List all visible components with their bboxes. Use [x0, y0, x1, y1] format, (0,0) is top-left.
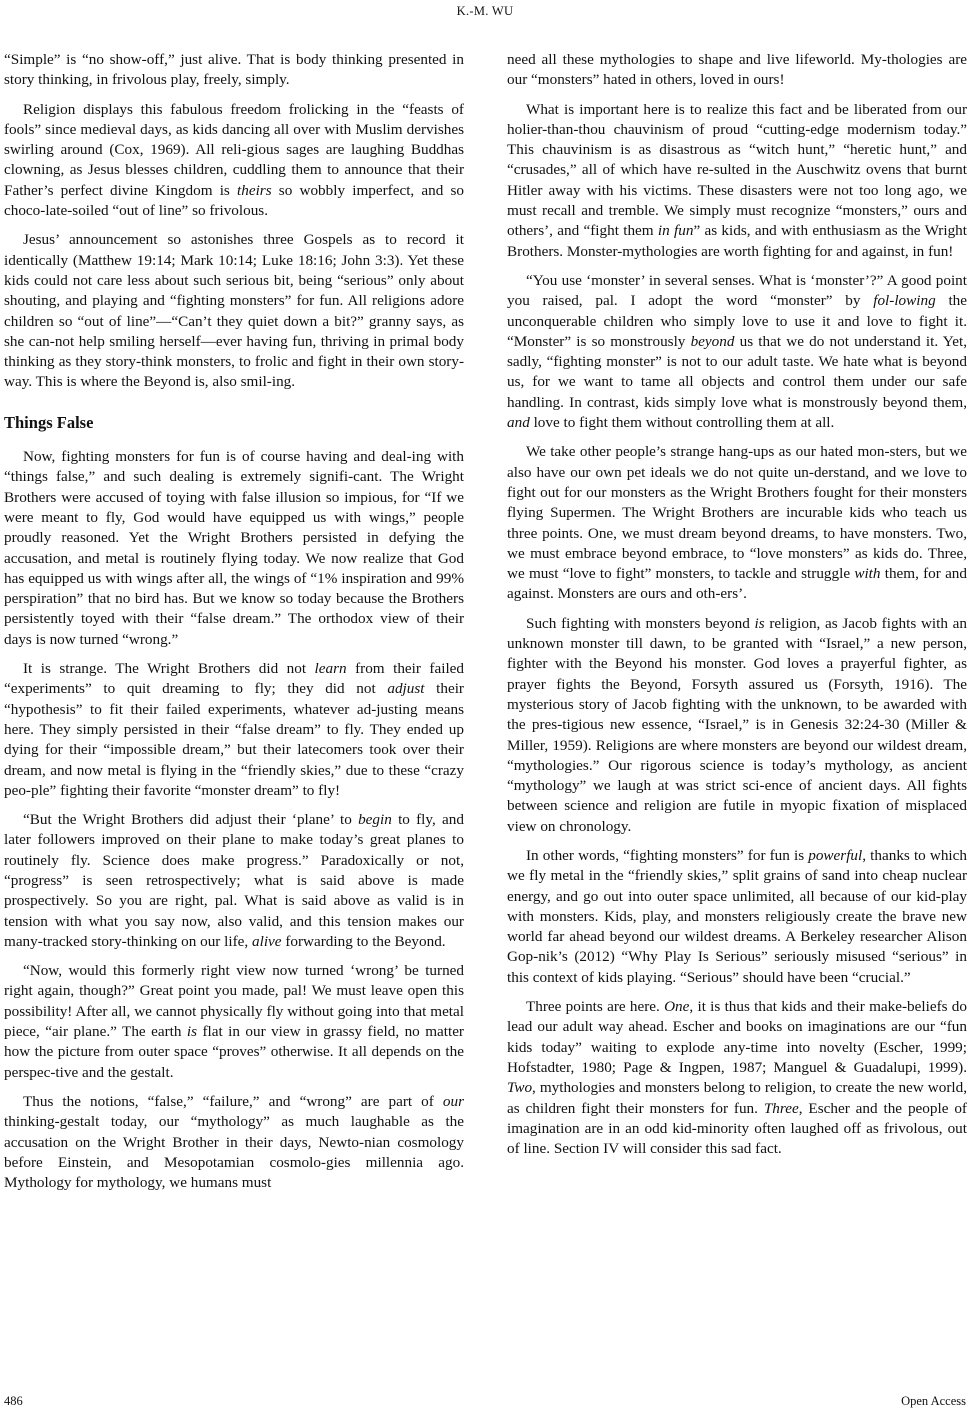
text-run: so wobbly imperfect, and so choco-late-soiled “out of line” so frivolous.: [4, 181, 464, 220]
text-run: “Now, would this formerly right view now turned ‘wrong’ be turned right again, though?” Great point you made, pal! We must leave open this possibility! After all, we cannot physically fly without going into that metal piece, “air plane.” The earth: [4, 962, 464, 1041]
text-run: to fly, and later followers improved on their plane to make today’s great planes to routinely fly. Science does make progress.” Paradoxically or not, “progress” is seen retrospectively; what is said above is made prospectively. So you are right, pal. What is said above as valid is in tension with what you say now, also valid, and this tension makes our many-tracked story-thinking on our life,: [4, 811, 464, 950]
text-run: What is important here is to realize this fact and be liberated from our holier-than-thou chauvinism of proud “cutting-edge modernism today.” This chauvinism is as disastrous as “witch hunt,” “heretic hunt,” and “crusades,” all of which have re-sulted in the Auschwitz ovens that burnt Hitler away with his victims. These disasters were not too long ago, we must recall and tremble. We simply must recognize “monsters,” ours and others’, and “fight them: [507, 100, 967, 240]
italic-text: One: [664, 998, 690, 1016]
italic-text: our: [442, 1092, 464, 1110]
body-paragraph: [507, 614, 967, 837]
text-run: from their failed “experiments” to quit dreaming to fly; they did not: [4, 660, 464, 698]
text-run: thinking-gestalt today, our “mythology” as much laughable as the accusation on the Wright Brother in their days, Newto-nian cosmology before Einstein, and Mesopotamian cosmolo-gies millennia ago. Mythology for mythology, we humans must: [4, 1113, 464, 1192]
body-paragraph: [507, 100, 967, 262]
body-paragraph: [4, 810, 464, 952]
text-run: the unconquerable children who simply love to use it and love to fight it. “Monster” is so monstrously: [507, 292, 968, 350]
text-run: flat in our view in grassy field, no matter how the picture from outer space “proves” otherwise. It all depends on the perspec-tive and the gestalt.: [4, 1023, 464, 1081]
text-run: love to fight them without controlling them at all.: [529, 414, 835, 432]
text-run: Three points are here.: [526, 998, 665, 1016]
text-run: Religion displays this fabulous freedom frolicking in the “feasts of fools” since medieval days, as kids dancing all over with Muslim dervishes swirling around (Cox, 1969). All reli-gious sages are laughing Buddhas clowning, as Jesus blesses children, cuddling them to announce that their Father’s perfect divine Kingdom is: [4, 100, 464, 199]
italic-text: and: [507, 414, 530, 432]
body-paragraph: [507, 846, 967, 988]
italic-text: is: [754, 614, 765, 632]
left-column: [4, 50, 464, 1202]
text-run: Thus the notions, “false,” “failure,” and “wrong” are part of: [23, 1092, 443, 1110]
italic-text: in fun: [657, 222, 694, 240]
right-paragraphs: [507, 50, 967, 1159]
body-paragraph: [507, 271, 967, 433]
text-run: “You use ‘monster’ in several senses. What is ‘monster’?” A good point you raised, pal. I adopt the word “monster” by: [507, 271, 967, 310]
body-paragraph: [4, 230, 464, 392]
text-run: Now, fighting monsters for fun is of course having and deal-ing with “things false,” and such dealing is extremely signifi-cant. The Wright Brothers were accused of toying with false illusion so impious, for “If we were meant to fly, God would have equipped us with wings,” people proudly reasoned. Yet the Wright Brothers persisted in defying the accusation, and metal is routinely flying today. We now realize that God has equipped us with wings after all, the wings of “1% inspiration and 99% perspiration” that no bird has. But we know so today because the Brothers persistently toyed with their “false dream.” The orthodox view of their days is now turned “wrong.”: [4, 448, 464, 648]
text-run: , it is thus that kids and their make-beliefs do lead our adult way ahead. Escher and books on imaginations are our “fun kids today” waiting to explode any-time into novelty (Escher, 1999; Hofstadter, 1980; Page & Ingpen, 1987; Manguel & Guadalupi, 1999).: [507, 998, 967, 1076]
italic-text: powerful: [808, 846, 863, 864]
italic-text: adjust: [387, 680, 425, 698]
text-run: forwarding to the Beyond.: [281, 932, 446, 950]
text-run: us that we do not understand it. Yet, sadly, “fighting monster” is not to our adult taste. We hate what is beyond us, for we want to tame all objects and control them under our safe handling. In contrast, kids simply love what is monstrously beyond them,: [507, 332, 967, 411]
italic-text: learn: [314, 660, 347, 678]
italic-text: alive: [252, 932, 282, 950]
text-run: , Escher and the people of imagination are in an odd kid-minority often laughed off as frivolous, out of line. Section IV will consider this sad fact.: [507, 1099, 967, 1158]
text-run: ” as kids, and with enthusiasm as the Wright Brothers. Monster-mythologies are worth fighting for and against, in fun!: [507, 222, 967, 260]
body-paragraph: [507, 50, 967, 91]
italic-text: theirs: [237, 181, 272, 199]
text-run: , thanks to which we fly metal in the “friendly skies,” split grains of sand into cheap nuclear energy, and go out into outer space unlimited, all because of our kid-play with monsters. Kids, play, and monsters religiously create the brave new world far ahead beyond our wildest dreams. A Berkeley researcher Alison Gop-nik’s (2012) “Why Play Is Serious” seriously misused “serious” in this context of kids playing. “Serious” should have been “crucial.”: [507, 846, 967, 986]
italic-text: Two: [507, 1079, 533, 1097]
body-paragraph: [507, 997, 967, 1159]
text-run: In other words, “fighting monsters” for fun is: [526, 846, 809, 864]
body-paragraph: [4, 1092, 464, 1193]
italic-text: begin: [358, 811, 392, 829]
body-paragraph: [4, 50, 464, 91]
left-paragraphs-after: [4, 447, 464, 1193]
right-column: [507, 50, 967, 1168]
text-run: “But the Wright Brothers did adjust their ‘plane’ to: [23, 811, 359, 829]
text-run: religion, as Jacob fights with an unknown monster till dawn, to be granted with “Israel,” a new person, fighter with the Beyond his monster. God loves a prayerful fighter, as prayer fights the Beyond, Forsyth assured us (Forsyth, 1916). The mysterious story of Jacob fighting with the unknown, to be awarded with the pres-tigious new essence, “Israel,” is in Genesis 32:24-30 (Miller & Miller, 1959). Religions are where monsters are beyond our wildest dream, “mythologies.” Our rigorous science is today’s mythology, as ancient “mythology” we laugh at was strict sci-ence of ancient days. All fights between science and religion are futile in myopic fixation of misplaced view on chronology.: [507, 614, 967, 835]
body-paragraph: [4, 100, 464, 222]
text-run: It is strange. The Wright Brothers did not: [23, 660, 315, 678]
italic-text: is: [186, 1023, 198, 1041]
italic-text: Three: [763, 1099, 799, 1117]
text-run: We take other people’s strange hang-ups as our hated mon-sters, but we also have our own pet ideals we do not quite un-derstand, and we love to fight out for our monsters as the Wright Brothers fought for their monsters flying Supermen. The Wright Brothers are incurable kids who teach us three points. One, we must dream beyond dreams, to have monsters. Two, we must embrace beyond embrace, to “love monsters” as kids do. Three, we must “love to fight” monsters, to tackle and struggle: [507, 443, 967, 583]
text-run: them, for and against. Monsters are ours and oth-ers’.: [507, 565, 967, 603]
text-run: their “hypothesis” to fit their failed experiments, whatever ad-justing means here. They simply persisted in their “false dream” to fly. They ended up dying for their “impossible dream,” but their latecomers took over their dream, and now metal is flying in the “friendly skies,” due to these “crazy peo-ple” fighting their favorite “monster dream” to fly!: [4, 680, 464, 799]
body-paragraph: [4, 659, 464, 801]
italic-text: with: [854, 565, 881, 583]
text-run: , mythologies and monsters belong to religion, to create the new world, as children fight their monsters for fun.: [507, 1079, 967, 1117]
body-paragraph: [4, 961, 464, 1083]
body-paragraph: [4, 447, 464, 650]
text-run: “Simple” is “no show-off,” just alive. That is body thinking presented in story thinking, in frivolous play, freely, simply.: [4, 51, 464, 89]
text-run: Jesus’ announcement so astonishes three Gospels as to record it identically (Matthew 19:14; Mark 10:14; Luke 18:16; John 3:3). Yet these kids could not care less about such serious bit, being “serious” only about shouting, and playing and “fighting monsters” for fun. All religions adore children so “out of line”—“Can’t they quiet down a bit?” granny says, as she can-not help smiling herself—ever having fun, thriving in primal body thinking as they story-think monsters, to frolic and fight in their own story-way. This is where the Beyond is, also smil-ing.: [4, 231, 464, 391]
body-paragraph: [507, 442, 967, 604]
italic-text: fol-lowing: [873, 292, 936, 310]
left-paragraphs-before: [4, 50, 464, 393]
text-run: Such fighting with monsters beyond: [526, 614, 755, 632]
running-head: K.-M. WU: [456, 4, 514, 18]
page-number: 486: [4, 1394, 23, 1408]
section-heading: Things False: [4, 412, 94, 432]
text-run: need all these mythologies to shape and live lifeworld. My-thologies are our “monsters” hated in others, loved in ours!: [507, 51, 967, 89]
journal-label: Open Access: [901, 1394, 966, 1408]
italic-text: beyond: [690, 332, 735, 350]
